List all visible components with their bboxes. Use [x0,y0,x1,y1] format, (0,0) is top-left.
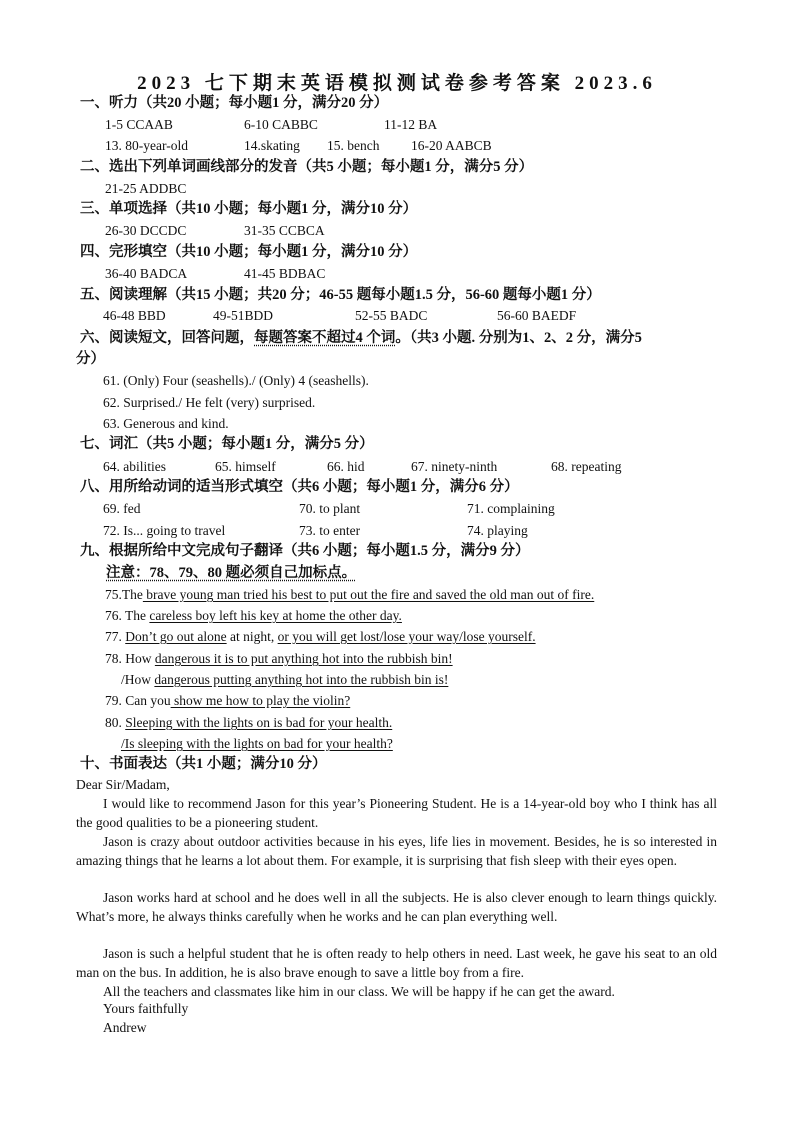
answer: 1-5 CCAAB [105,117,173,132]
letter-paragraph-3: Jason works hard at school and he does well in all the subjects. He is also clever enough to learn things quickly. What’s more, he always thinks carefully when he works and he can plan everything well. [76,890,717,924]
translation-78 [105,650,453,668]
answer: 62. Surprised./ He felt (very) surprised. [103,395,316,410]
answer: 46-48 BBD [103,308,166,323]
translation-76 [105,607,402,625]
page-title: 2023 七下期末英语模拟测试卷参考答案 2023.6 [137,73,657,94]
answer-prefix: /How [121,672,155,687]
section-9-note: 注意：78、79、80 题必须自己加标点。 [106,565,357,581]
answer: 41-45 BDBAC [244,266,326,281]
answer: 13. 80-year-old [105,138,188,153]
answer: 61. (Only) Four (seashells)./ (Only) 4 (seashells). [103,373,369,388]
section-6-heading-cont: 分） [76,351,105,367]
answer: 36-40 BADCA [105,266,188,281]
heading-emphasis: 每题答案不超过4 个词 [254,330,396,346]
answer: 21-25 ADDBC [105,181,187,196]
section-3-heading: 三、单项选择（共10 小题；每小题1 分，满分10 分） [80,201,418,217]
answer: 68. repeating [551,459,622,474]
answer-prefix: 75.The [105,587,143,602]
answer-underlined: dangerous it is to put anything hot into the rubbish bin! [154,651,453,666]
letter-paragraph-4: Jason is such a helpful student that he is often ready to help others in need. Last week, he gave his seat to an old man on the bus. In addition, he is also brave enough to save a little boy from a fire. [76,946,717,980]
answer: 66. hid [327,459,365,474]
answer-underlined: careless boy left his key at home the other day. [149,608,402,623]
heading-part: 六、阅读短文，回答问题， [80,330,254,346]
answer-underlined: Don’t go out alone [125,629,227,644]
translation-75 [105,586,594,604]
answer: 49-51BDD [213,308,273,323]
letter-signature: Andrew [103,1020,147,1035]
answer: 11-12 BA [384,117,438,132]
heading-part: 。（共3 小题. 分别为1、2、2 分，满分5 [395,330,642,346]
answer: 72. Is... going to travel [103,523,226,538]
section-5-heading: 五、阅读理解（共15 小题；共20 分；46-55 题每小题1.5 分，56-60 题每小题1 分） [80,287,601,303]
answer-underlined: Sleeping with the lights on is bad for your health. [125,715,393,730]
letter-paragraph-5: All the teachers and classmates like him in our class. We will be happy if he can get the award. [103,984,615,999]
answer: 6-10 CABBC [244,117,318,132]
translation-80-alt [121,735,393,753]
section-8-heading: 八、用所给动词的适当形式填空（共6 小题；每小题1 分，满分6 分） [80,479,519,495]
answer: 73. to enter [299,523,361,538]
translation-77 [105,628,536,646]
section-10-heading: 十、书面表达（共1 小题；满分10 分） [80,756,327,772]
answer: 52-55 BADC [355,308,428,323]
answer: 64. abilities [103,459,166,474]
answer-plain: at night, [226,629,278,644]
answer: 31-35 CCBCA [244,223,325,238]
answer-prefix: 80. [105,715,126,730]
answer: 26-30 DCCDC [105,223,187,238]
translation-80 [105,714,392,732]
answer-underlined: /Is sleeping with the lights on bad for your health? [121,736,393,751]
translation-79 [105,692,350,710]
answer: 16-20 AABCB [411,138,492,153]
answer-underlined: dangerous putting anything hot into the rubbish bin is! [154,672,449,687]
section-7-heading: 七、词汇（共5 小题；每小题1 分，满分5 分） [80,436,374,452]
answer: 67. ninety-ninth [411,459,498,474]
section-6-heading [80,329,642,347]
letter-paragraph-2: Jason is crazy about outdoor activities because in his eyes, life lies in movement. Besides, he is so interested in amazing things that he learns a lot about them. For example, it is surprising that fish sleep with their eyes open. [76,834,717,868]
answer-prefix: 79. Can you [105,693,171,708]
section-1-heading: 一、听力（共20 小题；每小题1 分，满分20 分） [80,95,389,111]
answer: 70. to plant [299,501,361,516]
answer-underlined: show me how to play the violin? [170,693,351,708]
answer: 63. Generous and kind. [103,416,229,431]
letter-greeting: Dear Sir/Madam, [76,777,170,792]
answer: 14.skating [244,138,300,153]
answer: 56-60 BAEDF [497,308,577,323]
answer: 71. complaining [467,501,555,516]
answer: 15. bench [327,138,380,153]
answer-underlined: brave young man tried his best to put out the fire and saved the old man out of fire. [142,587,595,602]
answer-prefix: 77. [105,629,126,644]
section-4-heading: 四、完形填空（共10 小题；每小题1 分，满分10 分） [80,244,418,260]
answer-prefix: 76. The [105,608,150,623]
answer: 69. fed [103,501,141,516]
letter-paragraph-1: I would like to recommend Jason for this year’s Pioneering Student. He is a 14-year-old boy who I think has all the good qualities to be a pioneering student. [76,796,717,830]
answer-prefix: 78. How [105,651,155,666]
answer-underlined: or you will get lost/lose your way/lose yourself. [277,629,536,644]
section-2-heading: 二、选出下列单词画线部分的发音（共5 小题；每小题1 分，满分5 分） [80,159,534,175]
translation-78-alt [121,671,448,689]
answer: 74. playing [467,523,528,538]
letter-closing: Yours faithfully [103,1001,189,1016]
answer: 65. himself [215,459,276,474]
section-9-heading: 九、根据所给中文完成句子翻译（共6 小题；每小题1.5 分，满分9 分） [80,543,530,559]
